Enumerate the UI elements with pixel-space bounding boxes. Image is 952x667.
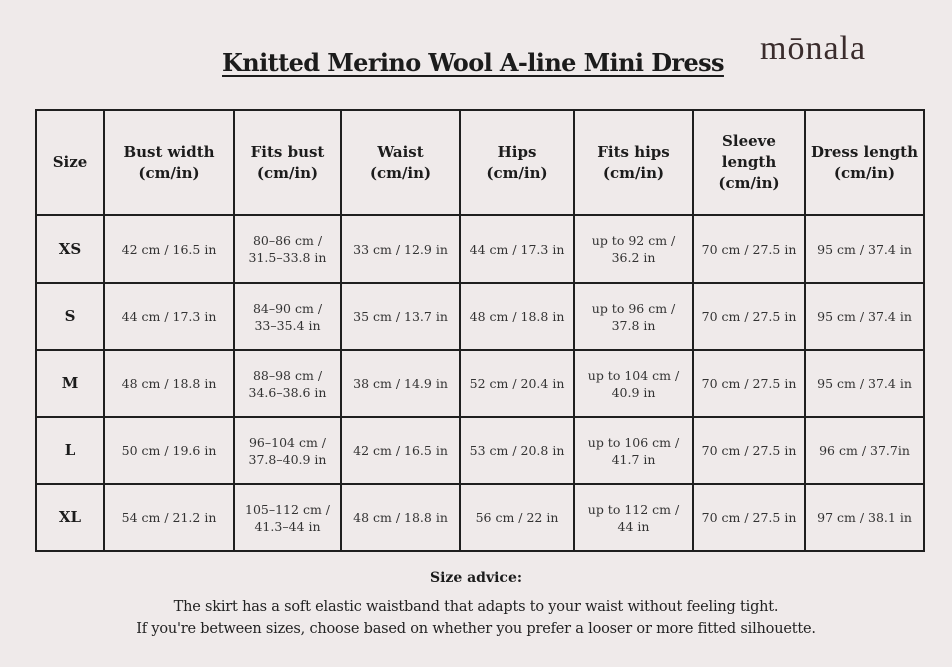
cell-size: XL [36,484,104,551]
cell-sleeve-length: 70 cm / 27.5 in [693,417,805,484]
cell-fits-hips: up to 112 cm / 44 in [574,484,693,551]
cell-dress-length: 95 cm / 37.4 in [805,350,924,417]
cell-waist: 42 cm / 16.5 in [341,417,460,484]
header-sleeve-length: Sleeve length (cm/in) [693,110,805,215]
size-advice-line: The skirt has a soft elastic waistband that adapts to your waist without feeling tight. [173,599,779,615]
table-row [36,417,924,484]
header-fits-hips: Fits hips (cm/in) [574,110,693,215]
table-row [36,484,924,551]
cell-bust-width: 44 cm / 17.3 in [104,283,234,350]
header-fits-bust: Fits bust (cm/in) [234,110,341,215]
cell-hips: 44 cm / 17.3 in [460,215,574,283]
cell-fits-bust: 88–98 cm / 34.6–38.6 in [234,350,341,417]
cell-bust-width: 48 cm / 18.8 in [104,350,234,417]
table-row [36,215,924,283]
cell-fits-hips: up to 92 cm / 36.2 in [574,215,693,283]
cell-dress-length: 95 cm / 37.4 in [805,283,924,350]
cell-sleeve-length: 70 cm / 27.5 in [693,283,805,350]
header-hips: Hips (cm/in) [460,110,574,215]
cell-waist: 38 cm / 14.9 in [341,350,460,417]
cell-dress-length: 96 cm / 37.7in [805,417,924,484]
cell-hips: 48 cm / 18.8 in [460,283,574,350]
cell-fits-hips: up to 96 cm / 37.8 in [574,283,693,350]
cell-fits-bust: 84–90 cm / 33–35.4 in [234,283,341,350]
cell-hips: 52 cm / 20.4 in [460,350,574,417]
cell-bust-width: 50 cm / 19.6 in [104,417,234,484]
table-row [36,283,924,350]
cell-fits-bust: 105–112 cm / 41.3–44 in [234,484,341,551]
cell-bust-width: 42 cm / 16.5 in [104,215,234,283]
cell-fits-hips: up to 104 cm / 40.9 in [574,350,693,417]
cell-size: M [36,350,104,417]
cell-hips: 53 cm / 20.8 in [460,417,574,484]
cell-fits-bust: 80–86 cm / 31.5–33.8 in [234,215,341,283]
page-title: Knitted Merino Wool A-line Mini Dress [222,48,724,77]
cell-fits-bust: 96–104 cm / 37.8–40.9 in [234,417,341,484]
header-bust-width: Bust width (cm/in) [104,110,234,215]
header-size: Size [36,110,104,215]
size-chart-table [35,109,925,552]
cell-fits-hips: up to 106 cm / 41.7 in [574,417,693,484]
cell-dress-length: 95 cm / 37.4 in [805,215,924,283]
size-advice-heading: Size advice: [429,570,523,586]
table-row [36,350,924,417]
cell-waist: 35 cm / 13.7 in [341,283,460,350]
cell-dress-length: 97 cm / 38.1 in [805,484,924,551]
table-header-row [36,110,924,215]
cell-size: XS [36,215,104,283]
cell-sleeve-length: 70 cm / 27.5 in [693,484,805,551]
cell-bust-width: 54 cm / 21.2 in [104,484,234,551]
header-waist: Waist (cm/in) [341,110,460,215]
cell-size: L [36,417,104,484]
cell-waist: 33 cm / 12.9 in [341,215,460,283]
header-dress-length: Dress length (cm/in) [805,110,924,215]
cell-hips: 56 cm / 22 in [460,484,574,551]
cell-waist: 48 cm / 18.8 in [341,484,460,551]
cell-sleeve-length: 70 cm / 27.5 in [693,215,805,283]
size-advice-line: If you're between sizes, choose based on whether you prefer a looser or more fitted silhouette. [136,621,816,637]
cell-size: S [36,283,104,350]
brand-logo: mōnala [760,30,867,67]
cell-sleeve-length: 70 cm / 27.5 in [693,350,805,417]
